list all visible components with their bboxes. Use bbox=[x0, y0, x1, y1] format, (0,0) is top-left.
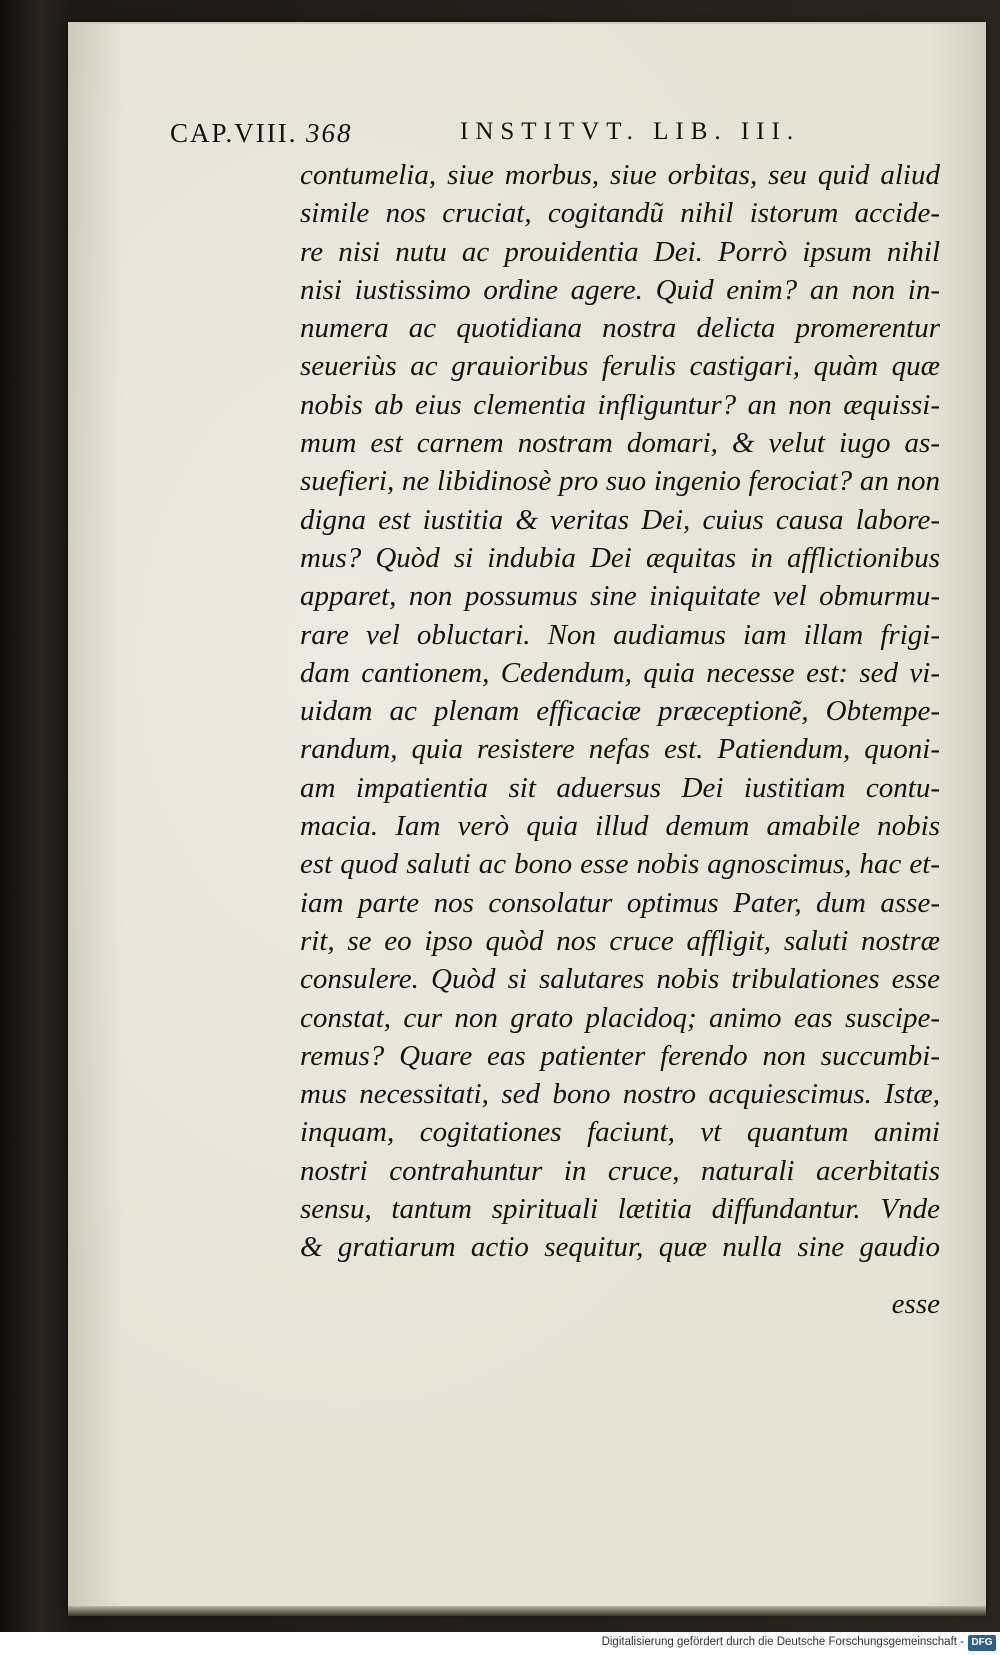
text-line: suefieri, ne libidinosè pro suo ingenio ferociat? an non bbox=[300, 465, 940, 498]
text-line: mum est carnem nostram domari, & velut iugo as- bbox=[300, 427, 940, 460]
text-line: inquam, cogitationes faciunt, vt quantum animi bbox=[300, 1116, 940, 1149]
text-line: constat, cur non grato placidoq; animo eas suscipe- bbox=[300, 1001, 940, 1034]
text-line: remus? Quare eas patienter ferendo non succumbi- bbox=[300, 1039, 940, 1072]
text-line: contumelia, siue morbus, siue orbitas, seu quid aliud bbox=[300, 159, 940, 191]
text-line: rit, se eo ipso quòd nos cruce affligit, saluti nostræ bbox=[300, 924, 940, 957]
text-line: macia. Iam verò quia illud demum amabile nobis bbox=[300, 810, 940, 843]
text-line: digna est iustitia & veritas Dei, cuius causa labore- bbox=[300, 503, 940, 536]
text-line: seueriùs ac grauioribus ferulis castigari, quàm quæ bbox=[300, 350, 940, 383]
text-line: am impatientia sit aduersus Dei iustitiam contu- bbox=[300, 771, 940, 804]
text-line: nobis ab eius clementia infliguntur? an non æquissi- bbox=[300, 388, 940, 421]
body-text bbox=[300, 156, 940, 1267]
catchword: esse bbox=[891, 1288, 940, 1320]
text-line: sensu, tantum spirituali lætitia diffundantur. Vnde bbox=[300, 1193, 940, 1226]
dfg-logo: DFG bbox=[968, 1635, 996, 1651]
text-line: est quod saluti ac bono esse nobis agnoscimus, hac et- bbox=[300, 848, 940, 881]
text-line: re nisi nutu ac prouidentia Dei. Porrò ipsum nihil bbox=[300, 235, 940, 268]
text-line: iam parte nos consolatur optimus Pater, dum asse- bbox=[300, 886, 940, 919]
text-line: mus necessitati, sed bono nostro acquiescimus. Istæ, bbox=[300, 1078, 940, 1111]
page-number: 368 bbox=[306, 118, 353, 148]
text-line: nisi iustissimo ordine agere. Quid enim? an non in- bbox=[300, 273, 940, 306]
running-head bbox=[170, 118, 890, 158]
text-line: consulere. Quòd si salutares nobis tribulationes esse bbox=[300, 963, 940, 996]
digitization-footer bbox=[0, 1632, 1000, 1655]
text-line: numera ac quotidiana nostra delicta promerentur bbox=[300, 312, 940, 345]
text-line: dam cantionem, Cedendum, quia necesse est: sed vi- bbox=[300, 656, 940, 689]
text-line: & gratiarum actio sequitur, quæ nulla sine gaudio bbox=[300, 1231, 940, 1264]
chapter-label: CAP.VIII. bbox=[170, 118, 298, 148]
text-line: uidam ac plenam efficaciæ præceptionẽ, Obtempe- bbox=[300, 695, 940, 728]
book-title-heading: INSTITVT. LIB. III. bbox=[460, 118, 801, 145]
page-bottom-edge bbox=[68, 1606, 986, 1616]
text-line: randum, quia resistere nefas est. Patiendum, quoni- bbox=[300, 733, 940, 766]
funding-notice: Digitalisierung gefördert durch die Deutsche Forschungsgemeinschaft - bbox=[601, 1636, 964, 1648]
text-line: simile nos cruciat, cogitandũ nihil istorum accide- bbox=[300, 197, 940, 230]
text-line: mus? Quòd si indubia Dei æquitas in afflictionibus bbox=[300, 541, 940, 574]
text-line: rare vel obluctari. Non audiamus iam illam frigi- bbox=[300, 618, 940, 651]
text-line: nostri contrahuntur in cruce, naturali acerbitatis bbox=[300, 1154, 940, 1187]
text-line: apparet, non possumus sine iniquitate vel obmurmu- bbox=[300, 580, 940, 613]
